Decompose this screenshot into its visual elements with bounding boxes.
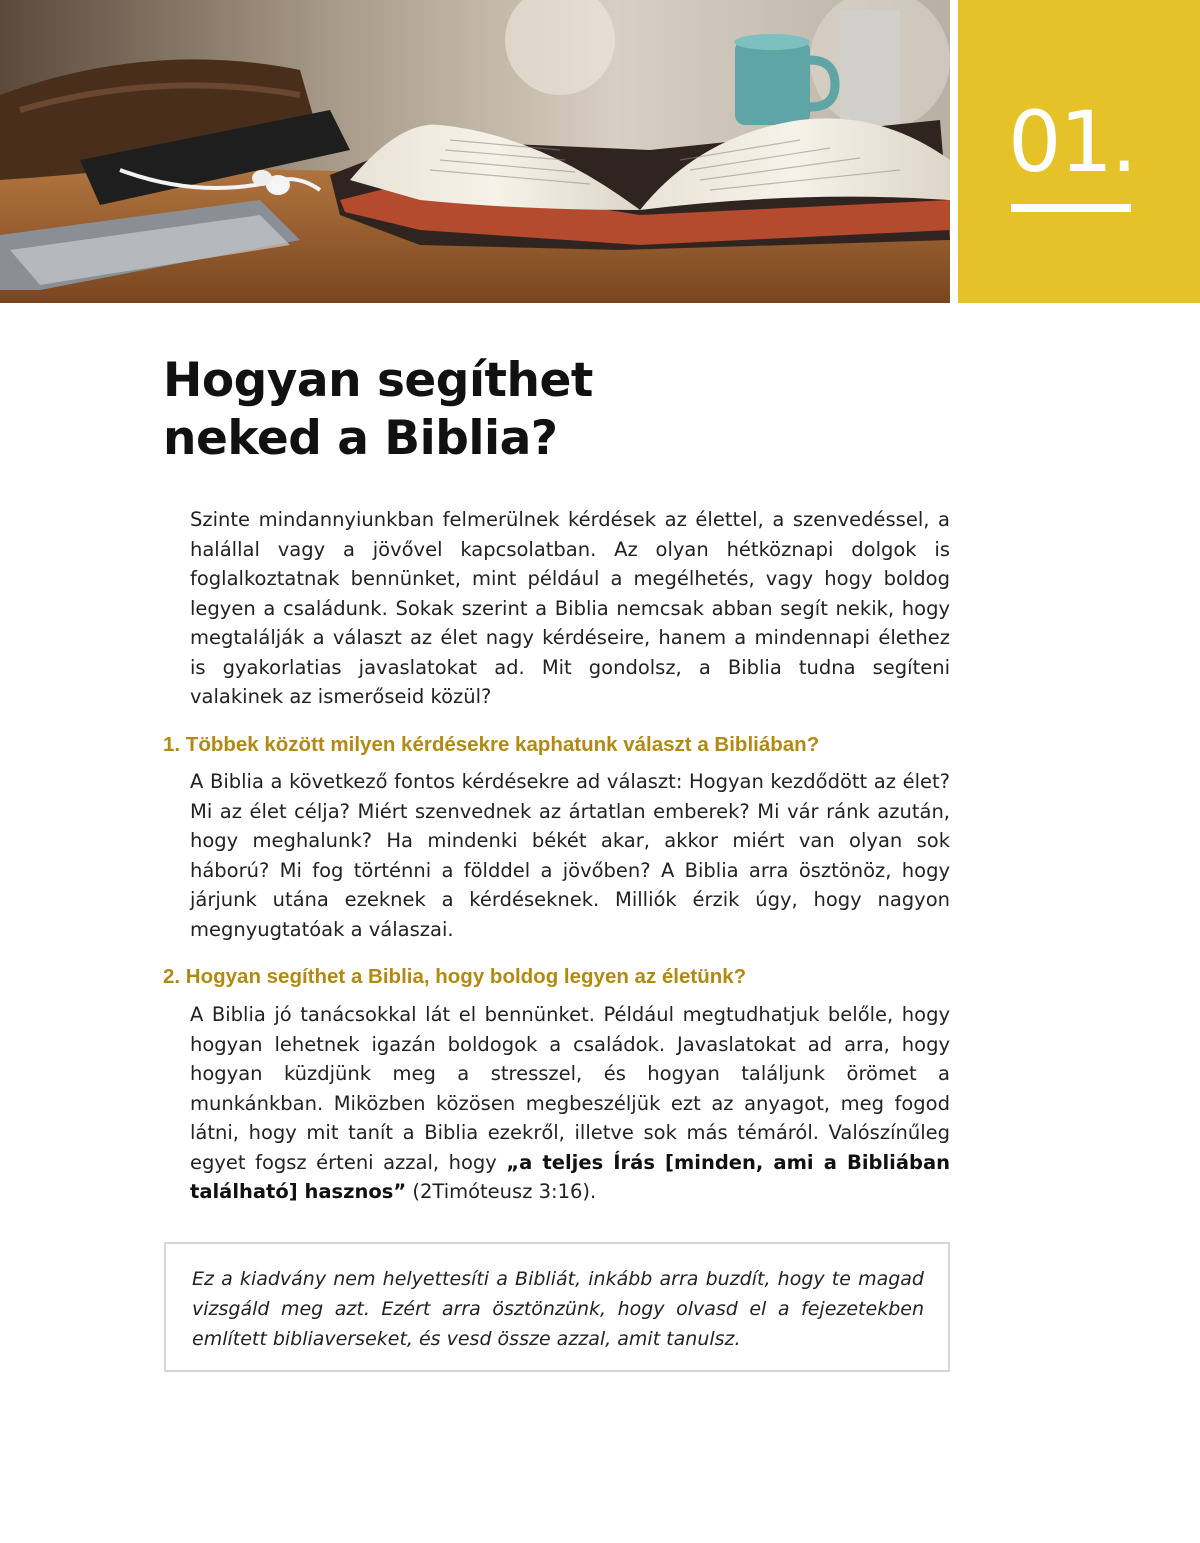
answer-2-text: A Biblia jó tanácsokkal lát el bennünket. Például megtudhatjuk belőle, hogy hogyan lehetnek igazán boldogok a családok. Javaslatokat ad arra, hogy hogyan küzdjünk meg a stresszel, és hogyan találjunk örömet a munkánkban. Miközben közösen megbeszéljük ezt az anyagot, meg fogod látni, hogy mit tanít a Biblia ezekről, illetve sok más témáról. Valószínűleg egyet fogsz érteni azzal, hogy <box>190 1003 950 1174</box>
scripture-quote: „a teljes Írás [minden, ami a Bibliában található] hasznos” <box>190 1150 951 1203</box>
title-line-1: Hogyan segíthet <box>163 353 593 408</box>
question-2: 2. Hogyan segíthet a Biblia, hogy boldog legyen az életünk? <box>163 965 747 988</box>
answer-2 <box>190 1000 950 1207</box>
hero-photo <box>0 0 950 303</box>
note-box <box>164 1242 950 1372</box>
chapter-number-block <box>958 0 1200 303</box>
intro-paragraph: Szinte mindannyiunkban felmerülnek kérdések az élettel, a szenvedéssel, a halállal vagy a jövővel kapcsolatban. Az olyan hétköznapi dolgok is foglalkoztatnak bennünket, mint például a megélhetés, vagy hogy boldog legyen a családunk. Sokak szerint a Biblia nemcsak abban segít nekik, hogy megtalálják a választ az élet nagy kérdéseire, hanem a mindennapi élethez is gyakorlatias javaslatokat ad. Mit gondolsz, a Biblia tudna segíteni valakinek az ismerőseid közül? <box>190 508 950 708</box>
chapter-underline <box>1011 204 1131 212</box>
answer-1: A Biblia a következő fontos kérdésekre ad választ: Hogyan kezdődött az élet? Mi az élet célja? Miért szenvednek az ártatlan emberek? Mi vár ránk azután, hogy meghalunk? Ha mindenki békét akar, akkor miért van olyan sok háború? Mi fog történni a földdel a jövőben? A Biblia arra ösztönöz, hogy járjunk utána ezeknek a kérdéseknek. Milliók érzik úgy, hogy nagyon megnyugtatóak a válaszai. <box>190 770 950 941</box>
note-text: Ez a kiadvány nem helyettesíti a Bibliát, inkább arra buzdít, hogy te magad vizsgáld meg azt. Ezért arra ösztönzünk, hogy olvasd el a fejezetekben említett bibliaverseket, és vesd össze azzal, amit tanulsz. <box>192 1268 924 1350</box>
scripture-reference: (2Timóteusz 3:16). <box>406 1180 597 1203</box>
open-bible-photo <box>0 0 950 303</box>
page-title <box>163 352 923 468</box>
question-1: 1. Többek között milyen kérdésekre kaphatunk választ a Bibliában? <box>163 733 820 756</box>
title-line-2: neked a Biblia? <box>163 411 558 466</box>
chapter-number: 01. <box>1008 93 1136 191</box>
